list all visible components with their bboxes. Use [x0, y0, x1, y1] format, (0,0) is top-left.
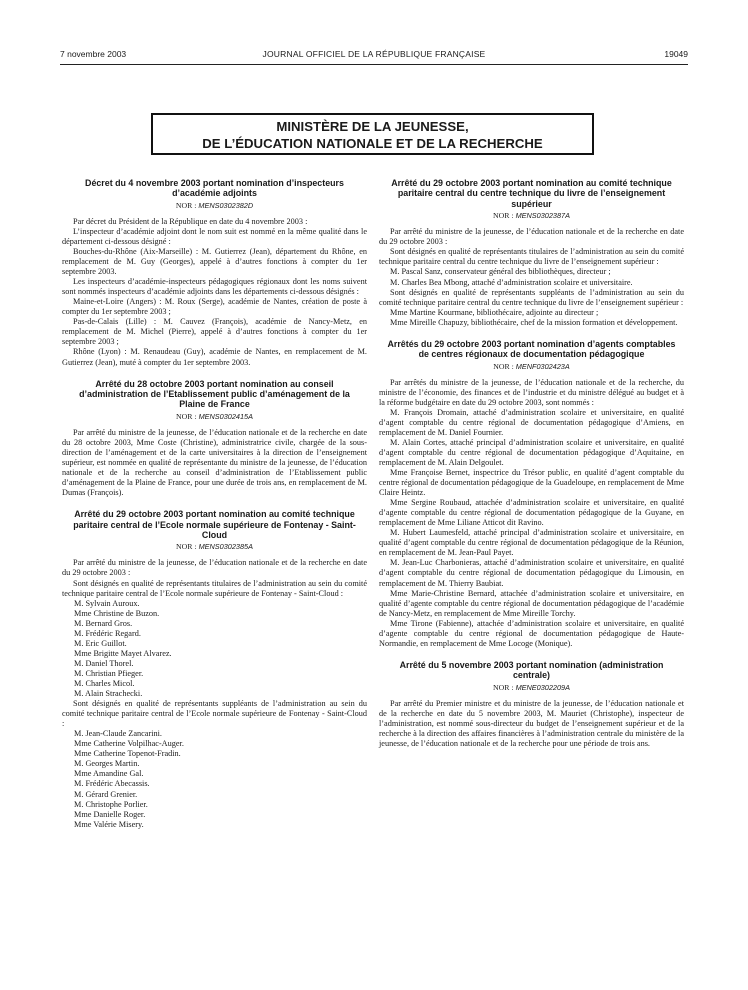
paragraph: M. Jean-Luc Charbonieras, attaché d’administration scolaire et universitaire, en qualité d’agent comptable du centre régional de documentation pédagogique du Limousin, en remplacement de M. Thierry Baubiat. — [379, 558, 684, 588]
right-column — [379, 178, 684, 760]
section-title: Arrêté du 29 octobre 2003 portant nomination au comité technique paritaire central de l’Ecole normale supérieure de Fontenay - Saint-Cloud — [73, 509, 356, 540]
paragraph: Sont désignés en qualité de représentants titulaires de l’administration au sein du comité technique paritaire central du centre technique du livre de l’enseignement supérieur : — [379, 247, 684, 267]
paragraph: Mme Françoise Bernet, inspectrice du Trésor public, en qualité d’agent comptable du centre régional de documentation pédagogique de la Guadeloupe, en remplacement de Mme Claire Heintz. — [379, 468, 684, 498]
paragraph: Sont désignés en qualité de représentants suppléants de l’administration au sein du comité technique paritaire central du centre technique du livre de l’enseignement supérieur : — [379, 287, 684, 307]
paragraph: L’inspecteur d’académie adjoint dont le nom suit est nommé en la même qualité dans le département ci-dessous désigné : — [62, 226, 367, 246]
list-item: M. Alain Strachecki. — [74, 689, 143, 699]
paragraph: Mme Marie-Christine Bernard, attachée d’administration scolaire et universitaire, en qualité d’agente comptable du centre régional de documentation pédagogique de l’académie de Nancy-Metz, en remplacement de Mme Mireille Torchy. — [379, 588, 684, 618]
nor-reference: NOR : MENS0302382D — [175, 200, 254, 210]
left-column — [62, 178, 367, 841]
paragraph: Rhône (Lyon) : M. Renaudeau (Guy), académie de Nantes, en remplacement de M. Gutierrez (Jean), muté à compter du 1er septembre 2003. — [62, 347, 367, 367]
journal-title: JOURNAL OFFICIEL DE LA RÉPUBLIQUE FRANÇAISE — [262, 49, 486, 59]
section-arrete-plaine-de-france — [62, 379, 367, 499]
paragraph: Pas-de-Calais (Lille) : M. Cauvez (François), académie de Nancy-Metz, en remplacement de M. Michel (Pierre), appelé à d’autres fonctions à compter du 1er septembre 2003 ; — [62, 317, 367, 347]
list-item: M. Frédéric Regard. — [74, 628, 141, 638]
section-title: Arrêté du 5 novembre 2003 portant nomination (administration centrale) — [399, 659, 664, 681]
paragraph: Sont désignés en qualité de représentants suppléants de l’administration au sein du comité technique paritaire central de l’Ecole normale supérieure de Fontenay - Saint-Cloud : — [62, 699, 367, 729]
nor-reference: NOR : MENS0302387A — [493, 211, 570, 221]
section-decret-inspecteurs — [62, 178, 367, 368]
list-item: M. Eric Guillot. — [74, 638, 127, 648]
paragraph: M. Alain Cortes, attaché principal d’administration scolaire et universitaire, en qualité d’agent comptable du centre régional de documentation pédagogique d’Aquitaine, en remplacement de M. Alain Delgoulet. — [379, 437, 684, 467]
paragraph: Mme Martine Kourmane, bibliothécaire, adjointe au directeur ; — [390, 307, 599, 317]
paragraph: Mme Sergine Roubaud, attachée d’administration scolaire et universitaire, en qualité d’agente comptable du centre régional de documentation pédagogique de la Guyane, en remplacement de Mme Liliane Atticot dit Ravino. — [379, 498, 684, 528]
ministry-title-line2: DE L’ÉDUCATION NATIONALE ET DE LA RECHERCHE — [202, 136, 543, 151]
paragraph: Maine-et-Loire (Angers) : M. Roux (Serge), académie de Nantes, création de poste à compter du 1er septembre 2003 ; — [62, 297, 367, 317]
paragraph: Par arrêté du Premier ministre et du ministre de la jeunesse, de l’éducation nationale et de la recherche en date du 5 novembre 2003, M. Mauriet (Christophe), inspecteur de l’administration, est nommé sous-directeur du budget de l’enseignement supérieur et de la recherche à la direction des affaires financières à l’administration centrale du ministère de la jeunesse, de l’éducation nationale et de la recherche pour une période de trois ans. — [379, 698, 684, 748]
list-item: Mme Christine de Buzon. — [74, 608, 160, 618]
list-item: Mme Amandine Gal. — [74, 769, 144, 779]
paragraph: Par arrêtés du ministre de la jeunesse, de l’éducation nationale et de la recherche, du ministre de l’économie, des finances et de l’industrie et du ministre délégué au budget et à la réforme budgétaire en date du 29 octobre 2003, sont nommés : — [379, 377, 684, 407]
list-item: M. Gérard Grenier. — [74, 789, 138, 799]
issue-date: 7 novembre 2003 — [60, 49, 127, 59]
paragraph: M. Pascal Sanz, conservateur général des bibliothèques, directeur ; — [390, 267, 611, 277]
paragraph: M. François Dromain, attaché d’administration scolaire et universitaire, en qualité d’agent comptable du centre régional de documentation pédagogique d’Amiens, en remplacement de M. Daniel Fournier. — [379, 407, 684, 437]
paragraph: Sont désignés en qualité de représentants titulaires de l’administration au sein du comité technique paritaire central de l’Ecole normale supérieure de Fontenay - Saint-Cloud : — [62, 578, 367, 598]
paragraph: Bouches-du-Rhône (Aix-Marseille) : M. Gutierrez (Jean), département du Rhône, en remplacement de M. Guy (Georges), appelé à d’autres fonctions à compter du 1er septembre 2003. — [62, 247, 367, 277]
list-item: M. Charles Micol. — [74, 678, 135, 688]
paragraph: Par arrêté du ministre de la jeunesse, de l’éducation nationale et de la recherche en date du 29 octobre 2003 : — [62, 558, 367, 578]
paragraph: Par décret du Président de la République en date du 4 novembre 2003 : — [73, 216, 308, 226]
paragraph: Mme Mireille Chapuzy, bibliothécaire, chef de la mission formation et développement. — [390, 317, 678, 327]
list-item: M. Frédéric Abecassis. — [74, 779, 150, 789]
list-item: M. Georges Martin. — [74, 759, 140, 769]
nor-reference: NOR : MENS0302415A — [176, 411, 253, 421]
ministry-title-line1: MINISTÈRE DE LA JEUNESSE, — [276, 119, 469, 134]
paragraph: Mme Tirone (Fabienne), attachée d’administration scolaire et universitaire, en qualité d’agente comptable du centre régional de documentation pédagogique de Haute-Normandie, en remplacement de Mme Locoge (Monique). — [379, 618, 684, 648]
nor-reference: NOR : MENE0302209A — [493, 682, 570, 692]
section-title: Arrêté du 28 octobre 2003 portant nomination au conseil d’administration de l’Etablissement public d’aménagement de la Plaine de France — [79, 378, 350, 410]
list-item: Mme Catherine Volpilhac-Auger. — [74, 739, 184, 749]
page-header — [60, 49, 688, 61]
nor-reference: NOR : MENS0302385A — [176, 542, 253, 552]
paragraph: M. Charles Bea Mbong, attaché d’administration scolaire et universitaire. — [390, 277, 633, 287]
section-arretes-agents-comptables — [379, 339, 684, 649]
list-item: M. Daniel Thorel. — [74, 658, 134, 668]
list-item: Mme Brigitte Mayet Alvarez. — [74, 648, 172, 658]
section-title: Arrêtés du 29 octobre 2003 portant nomination d’agents comptables de centres régionaux de documentation pédagogique — [387, 338, 676, 360]
section-title: Arrêté du 29 octobre 2003 portant nomination au comité technique paritaire central du centre technique du livre de l’enseignement supérieur — [391, 178, 672, 209]
header-rule — [60, 64, 688, 65]
nor-reference: NOR : MENF0302423A — [493, 361, 570, 371]
paragraph: Par arrêté du ministre de la jeunesse, de l’éducation nationale et de la recherche en date du 28 octobre 2003, Mme Coste (Christine), administratrice civile, chargée de la sous-direction de l’aménagement et de la carte universitaires à la direction de l’enseignement supérieur, est nommée en qualité de représentante du ministre de la jeunesse, de l’éducation nationale et de la recherche au conseil d’administration de l’Etablissement public d’aménagement de la Plaine de France, pour une durée de trois ans, en remplacement de M. Dumas (François). — [62, 427, 367, 498]
list-item: M. Bernard Gros. — [74, 618, 133, 628]
list-item: M. Christian Pfieger. — [74, 668, 144, 678]
list-item: Mme Catherine Topenot-Fradin. — [74, 749, 181, 759]
section-arrete-centre-technique-livre — [379, 178, 684, 328]
list-item: Mme Valérie Misery. — [74, 819, 144, 829]
page-number: 19049 — [664, 49, 688, 59]
section-title: Décret du 4 novembre 2003 portant nomination d’inspecteurs d’académie adjoints — [85, 178, 344, 199]
paragraph: M. Hubert Laumesfeld, attaché principal d’administration scolaire et universitaire, en qualité d’agent comptable du centre régional de documentation pédagogique de la Réunion, en remplacement de M. Jean-Paul Payet. — [379, 528, 684, 558]
list-item: M. Jean-Claude Zancarini. — [74, 729, 162, 739]
titulaires-list — [62, 599, 367, 699]
list-item: Mme Danielle Roger. — [74, 809, 146, 819]
ministry-title-box — [151, 113, 594, 155]
paragraph: Les inspecteurs d’académie-inspecteurs pédagogiques régionaux dont les noms suivent sont nommés inspecteurs d’académie adjoints dans les départements ci-dessous désignés : — [62, 277, 367, 297]
paragraph: Par arrêté du ministre de la jeunesse, de l’éducation nationale et de la recherche en date du 29 octobre 2003 : — [379, 227, 684, 247]
list-item: M. Christophe Porlier. — [74, 799, 148, 809]
section-arrete-administration-centrale — [379, 660, 684, 749]
list-item: M. Sylvain Auroux. — [74, 598, 140, 608]
suppleants-list — [62, 729, 367, 829]
section-arrete-fontenay-saint-cloud — [62, 509, 367, 830]
